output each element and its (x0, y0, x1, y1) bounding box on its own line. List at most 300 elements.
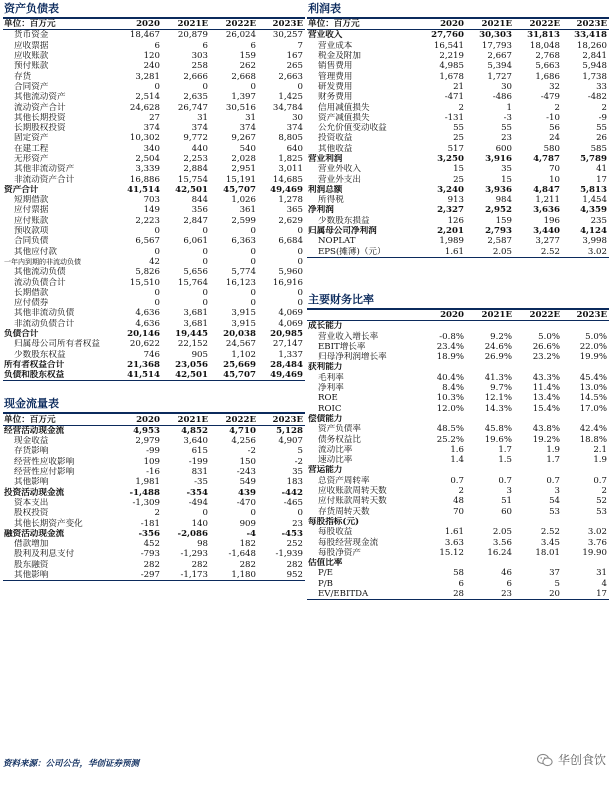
cell-value: 41,514 (115, 370, 162, 381)
header-year: 2020 (419, 19, 466, 30)
balance-sheet-table (3, 19, 305, 381)
cell-value: 0.7 (450, 475, 464, 486)
cell-value: 240 (143, 61, 160, 72)
balance-sheet-row (3, 185, 305, 195)
cell-value: 0 (250, 287, 256, 298)
cell-value: 20,985 (270, 329, 303, 340)
cell-value: 2 (458, 486, 464, 497)
row-label: 每股经营现金流 (318, 537, 379, 548)
cash-flow-row (3, 529, 305, 539)
cell-value: 2 (601, 486, 607, 497)
cell-value: 640 (286, 143, 303, 154)
row-label: 速动比率 (318, 455, 353, 466)
ratios-row (307, 527, 609, 537)
ratios-row (307, 362, 609, 372)
cell-value: 4,787 (533, 154, 560, 164)
cell-value: 4,124 (580, 226, 607, 237)
ratios-row (307, 558, 609, 568)
row-label: 预收款项 (14, 226, 49, 237)
cell-value: 2,587 (487, 236, 512, 247)
row-label: 经营活动现金流 (4, 425, 65, 436)
cell-value: 60 (501, 506, 512, 517)
cash-flow-row (3, 539, 305, 549)
header-unit (307, 310, 419, 321)
cell-value (466, 465, 514, 475)
cell-value: 4 (601, 578, 607, 589)
cell-value: 2,768 (535, 51, 560, 62)
cell-value: 6,684 (278, 236, 303, 247)
cell-value: 361 (239, 205, 256, 216)
row-label: 负债和股东权益 (3, 370, 115, 381)
row-label: 长期股权投资 (14, 123, 66, 134)
balance-sheet-row (3, 288, 305, 298)
cash-flow-row (3, 518, 305, 528)
cell-value: 16,886 (129, 174, 160, 185)
cell-value: 0 (297, 287, 303, 298)
cell-value: 0 (250, 246, 256, 257)
cell-value: -453 (281, 528, 303, 539)
cell-value: 24,628 (129, 102, 160, 113)
row-label: 经营性应收影响 (14, 456, 75, 467)
cell-value: 356 (191, 205, 208, 216)
cell-value: -482 (587, 92, 607, 103)
row-label: 公允价值变动收益 (318, 123, 387, 134)
cell-value: -356 (138, 528, 160, 539)
row-label: 应付账款 (14, 215, 49, 226)
header-year: 2020 (115, 414, 162, 425)
cell-value: 23 (292, 518, 303, 529)
cell-value: 1.4 (450, 455, 464, 466)
cell-value (466, 517, 514, 527)
income-statement-row (307, 30, 609, 41)
cell-value: 183 (286, 477, 303, 488)
cell-value: -1,648 (228, 549, 256, 560)
cell-value: -9 (598, 112, 607, 123)
row-label: ROE (318, 393, 338, 404)
cell-value: 1.6 (450, 444, 464, 455)
balance-sheet-row (3, 164, 305, 174)
income-statement-row (307, 41, 609, 51)
cell-value: 15 (453, 164, 464, 175)
row-label: 其他非流动资产 (14, 164, 75, 175)
row-label: 流动资产合计 (14, 102, 66, 113)
cell-value (419, 362, 466, 372)
cell-value: 5,663 (535, 61, 560, 72)
cell-value: 0 (154, 226, 160, 237)
income-statement-row (307, 216, 609, 226)
row-label: 营业外支出 (318, 174, 361, 185)
cell-value: 182 (239, 539, 256, 550)
cell-value: 120 (143, 51, 160, 62)
ratios-row (307, 342, 609, 352)
cell-value: 3,339 (135, 164, 160, 175)
ratios-row (307, 424, 609, 434)
cell-value: 3,636 (533, 205, 560, 216)
cell-value: 24 (549, 133, 560, 144)
cell-value: -470 (236, 497, 256, 508)
row-label: 合同负债 (14, 236, 49, 247)
cell-value: 126 (447, 215, 464, 226)
row-label: 所有者权益合计 (4, 359, 65, 370)
cell-value: 41.3% (484, 372, 512, 383)
header-unit: 单位：百万元 (3, 19, 115, 30)
wechat-icon (537, 753, 553, 767)
cell-value: 3,640 (183, 436, 208, 447)
cell-value: 2,599 (231, 215, 256, 226)
row-label: 其他长期投资 (14, 112, 66, 123)
cash-flow-row (3, 498, 305, 508)
row-label: 管理费用 (318, 71, 353, 82)
cell-value: 25.2% (436, 434, 464, 445)
cell-value: 262 (239, 61, 256, 72)
cell-value: 45,707 (223, 184, 256, 195)
cell-value: -465 (283, 497, 303, 508)
cell-value: 18.8% (579, 434, 607, 445)
row-label: 存货周转天数 (318, 506, 370, 517)
cell-value: 3.02 (562, 247, 609, 258)
cell-value: 26 (596, 133, 607, 144)
ratios-row (307, 579, 609, 589)
cell-value: 16,541 (433, 40, 464, 51)
cell-value: 45,707 (210, 370, 258, 381)
cell-value: 3 (506, 486, 512, 497)
row-label: 现金收益 (14, 436, 49, 447)
cell-value: 31 (197, 112, 208, 123)
row-label: 应付账款周转天数 (318, 496, 387, 507)
row-label: 货币资金 (14, 30, 49, 41)
cell-value: 17.0% (579, 403, 607, 414)
cell-value: 9.7% (490, 383, 512, 394)
cell-value: 18.01 (535, 547, 560, 558)
cell-value: 34,784 (272, 102, 303, 113)
row-label: 资产负债率 (318, 424, 361, 435)
cell-value: 374 (286, 123, 303, 134)
row-label: 其他影响 (14, 477, 49, 488)
cell-value: 3,915 (231, 318, 256, 329)
cell-value (514, 362, 562, 372)
cell-value: 0 (202, 508, 208, 519)
balance-sheet-row (3, 319, 305, 329)
cell-value: 6,363 (231, 236, 256, 247)
balance-sheet-row (3, 30, 305, 41)
cell-value: 374 (143, 123, 160, 134)
balance-sheet-row (3, 257, 305, 267)
cell-value: 4,636 (135, 318, 160, 329)
balance-sheet-row (3, 370, 305, 381)
cell-value: 196 (543, 215, 560, 226)
income-statement-title: 利润表 (307, 0, 609, 19)
row-label: 股权投资 (14, 508, 49, 519)
ratios-row (307, 496, 609, 506)
row-label: ROIC (318, 403, 342, 414)
cell-value: 43.3% (532, 372, 560, 383)
cell-value: 549 (239, 477, 256, 488)
balance-sheet-row (3, 267, 305, 277)
cell-value (514, 321, 562, 332)
row-label: 毛利率 (318, 372, 344, 383)
cell-value (514, 517, 562, 527)
cell-value: 23.4% (436, 341, 464, 352)
cell-value: 5.0% (538, 331, 560, 342)
cell-value: 19.9% (579, 352, 607, 363)
ratios-title: 主要财务比率 (307, 291, 609, 310)
balance-sheet-row (3, 216, 305, 226)
row-label: EV/EBITDA (307, 589, 419, 600)
cash-flow-row (3, 457, 305, 467)
row-label: 其他应付款 (14, 246, 57, 257)
row-label: 少数股东权益 (14, 349, 66, 360)
cell-value: 19.6% (484, 434, 512, 445)
cell-value: 0 (250, 226, 256, 237)
cell-value: 41 (596, 164, 607, 175)
cell-value: 23.2% (532, 352, 560, 363)
cell-value: 12.0% (436, 403, 464, 414)
cell-value: 1,981 (135, 477, 160, 488)
row-label: 流动比率 (318, 444, 353, 455)
row-label: 资本支出 (14, 497, 49, 508)
cell-value: 5,128 (276, 425, 303, 436)
balance-sheet-title: 资产负债表 (3, 0, 305, 19)
cell-value: 703 (143, 195, 160, 206)
cell-value: 3.63 (444, 537, 464, 548)
cell-value: 3,681 (183, 318, 208, 329)
ratios-row (307, 393, 609, 403)
ratios-row (307, 568, 609, 578)
balance-sheet-row (3, 247, 305, 257)
cell-value: 6 (506, 578, 512, 589)
row-label: 估值比率 (308, 558, 343, 569)
cell-value (562, 465, 609, 475)
cell-value: 1 (506, 102, 512, 113)
cell-value: 20,879 (177, 30, 208, 41)
cell-value: 31 (596, 568, 607, 579)
header-year: 2023E (258, 414, 305, 425)
cell-value: 37 (549, 568, 560, 579)
cell-value: 48.5% (436, 424, 464, 435)
cell-value: 15,510 (129, 277, 160, 288)
cell-value: 1,454 (582, 195, 607, 206)
cell-value: 11.4% (532, 383, 560, 394)
cell-value: 3,936 (485, 184, 512, 195)
cell-value: 70 (549, 164, 560, 175)
row-label: 借款增加 (14, 539, 49, 550)
cell-value: 30,303 (479, 30, 512, 41)
cell-value: 12.1% (484, 393, 512, 404)
cell-value: 374 (239, 123, 256, 134)
cell-value: 365 (286, 205, 303, 216)
cell-value: 25 (453, 174, 464, 185)
cell-value: 2 (458, 102, 464, 113)
cell-value: 18,260 (576, 40, 607, 51)
cell-value: 42 (149, 256, 160, 267)
row-label: 存货 (14, 71, 32, 82)
row-label: 每股收益 (318, 527, 353, 538)
cell-value: 46 (501, 568, 512, 579)
cell-value: 54 (549, 496, 560, 507)
cell-value: 905 (191, 349, 208, 360)
row-label: 应付债券 (14, 298, 49, 309)
cell-value: 19.90 (582, 547, 607, 558)
cell-value (466, 558, 514, 568)
balance-sheet-row (3, 350, 305, 360)
cell-value: 909 (239, 518, 256, 529)
cell-value: 17,793 (481, 40, 512, 51)
ratios-row (307, 331, 609, 341)
cell-value: 2,629 (278, 215, 303, 226)
income-statement-row (307, 51, 609, 61)
cell-value: 952 (258, 570, 305, 581)
cell-value: 27,147 (272, 339, 303, 350)
row-label: 归母净利润增长率 (318, 352, 387, 363)
cell-value (466, 362, 514, 372)
cell-value: 746 (143, 349, 160, 360)
cell-value: 9.2% (490, 331, 512, 342)
row-label: 非流动资产合计 (14, 174, 75, 185)
cell-value: -4 (246, 528, 256, 539)
cell-value: -35 (194, 477, 208, 488)
row-label: P/E (318, 568, 333, 579)
cell-value: 2,219 (439, 51, 464, 62)
cell-value: 2.05 (492, 527, 512, 538)
cell-value: 24,567 (225, 339, 256, 350)
header-year: 2021E (162, 19, 210, 30)
ratios-row (307, 517, 609, 527)
row-label: 资产减值损失 (318, 112, 370, 123)
ratios-row (307, 476, 609, 486)
header-year: 2020 (419, 310, 466, 321)
cell-value: 0 (297, 256, 303, 267)
cell-value: 2,667 (487, 51, 512, 62)
cell-value: 16,916 (272, 277, 303, 288)
cell-value: 5,813 (580, 184, 607, 195)
cell-value: 1,727 (487, 71, 512, 82)
cell-value: 439 (238, 487, 256, 498)
cell-value: 5 (554, 578, 560, 589)
cell-value (514, 465, 562, 475)
header-year: 2022E (514, 310, 562, 321)
cell-value: -243 (236, 467, 256, 478)
cell-value: 4,359 (580, 205, 607, 216)
cell-value: 30 (292, 112, 303, 123)
ratios-row (307, 465, 609, 475)
header-unit: 单位：百万元 (307, 19, 419, 30)
cell-value: 55 (596, 123, 607, 134)
balance-sheet-row (3, 71, 305, 81)
row-label: 应付票据 (14, 205, 49, 216)
header-year: 2022E (210, 414, 258, 425)
balance-sheet-row (3, 82, 305, 92)
cell-value: 2,253 (183, 154, 208, 164)
cell-value: 32 (549, 81, 560, 92)
cell-value: 23,056 (175, 359, 208, 370)
cell-value: 0 (202, 287, 208, 298)
cash-flow-row (3, 467, 305, 477)
row-label: 营业收入增长率 (318, 331, 379, 342)
cell-value: 2,793 (485, 226, 512, 237)
right-column (307, 0, 609, 600)
cell-value: 25,669 (223, 359, 256, 370)
cell-value: 13.0% (579, 383, 607, 394)
header-year: 2023E (562, 310, 609, 321)
balance-sheet-row (3, 360, 305, 370)
cell-value: 2,028 (231, 154, 256, 164)
cell-value: 9,772 (183, 133, 208, 144)
cell-value: 56 (549, 123, 560, 134)
balance-sheet-row (3, 195, 305, 205)
row-label: 税金及附加 (318, 51, 361, 62)
cell-value: 15,754 (177, 174, 208, 185)
balance-sheet-row (3, 133, 305, 143)
cell-value: 0.7 (498, 475, 512, 486)
cell-value: 1,678 (439, 71, 464, 82)
cell-value: 22.0% (579, 341, 607, 352)
ratios-row (307, 404, 609, 414)
cell-value: 0 (297, 226, 303, 237)
row-label: 获利能力 (308, 362, 343, 373)
cell-value (419, 465, 466, 475)
cell-value: 140 (191, 518, 208, 529)
cell-value: -2,086 (177, 528, 208, 539)
cell-value: 0 (202, 226, 208, 237)
income-statement-row (307, 92, 609, 102)
cell-value: 600 (495, 143, 512, 154)
income-statement-row (307, 185, 609, 195)
ratios-table (307, 310, 609, 600)
balance-sheet-row (3, 61, 305, 71)
cell-value: -1,488 (129, 487, 160, 498)
cell-value: 2 (601, 102, 607, 113)
cell-value: 17 (596, 174, 607, 185)
cell-value: 24.6% (484, 341, 512, 352)
cell-value: 540 (239, 143, 256, 154)
cell-value: 28 (419, 589, 466, 600)
cell-value (514, 558, 562, 568)
cell-value (562, 321, 609, 332)
cell-value: 10 (549, 174, 560, 185)
cell-value: 2.52 (514, 247, 562, 258)
cell-value: 0 (202, 246, 208, 257)
balance-sheet-row (3, 144, 305, 154)
cell-value (419, 414, 466, 424)
cell-value: 5,774 (231, 267, 256, 278)
cash-flow-row (3, 436, 305, 446)
cell-value: 585 (590, 143, 607, 154)
cell-value: 1.9 (593, 455, 607, 466)
cell-value: 49,469 (258, 370, 305, 381)
cell-value: 0 (297, 246, 303, 257)
cell-value: -793 (140, 549, 160, 560)
income-statement-row (307, 61, 609, 71)
row-label: 预付账款 (14, 61, 49, 72)
cell-value: -3 (503, 112, 512, 123)
cell-value: -16 (146, 467, 160, 478)
row-label: 股东融资 (14, 559, 49, 570)
cell-value: 14.5% (579, 393, 607, 404)
cell-value: 0 (297, 298, 303, 309)
row-label: 总资产周转率 (318, 475, 370, 486)
row-label: 长期借款 (14, 287, 49, 298)
balance-sheet-row (3, 226, 305, 236)
cell-value: 580 (543, 143, 560, 154)
cell-value: 22,152 (177, 339, 208, 350)
row-label: 投资收益 (318, 133, 353, 144)
cell-value: -1,173 (162, 570, 210, 581)
cell-value: 159 (239, 51, 256, 62)
cell-value: 3,681 (183, 308, 208, 319)
cell-value: 53 (596, 506, 607, 517)
cell-value: 1,686 (535, 71, 560, 82)
row-label: 每股指标(元) (308, 516, 360, 527)
